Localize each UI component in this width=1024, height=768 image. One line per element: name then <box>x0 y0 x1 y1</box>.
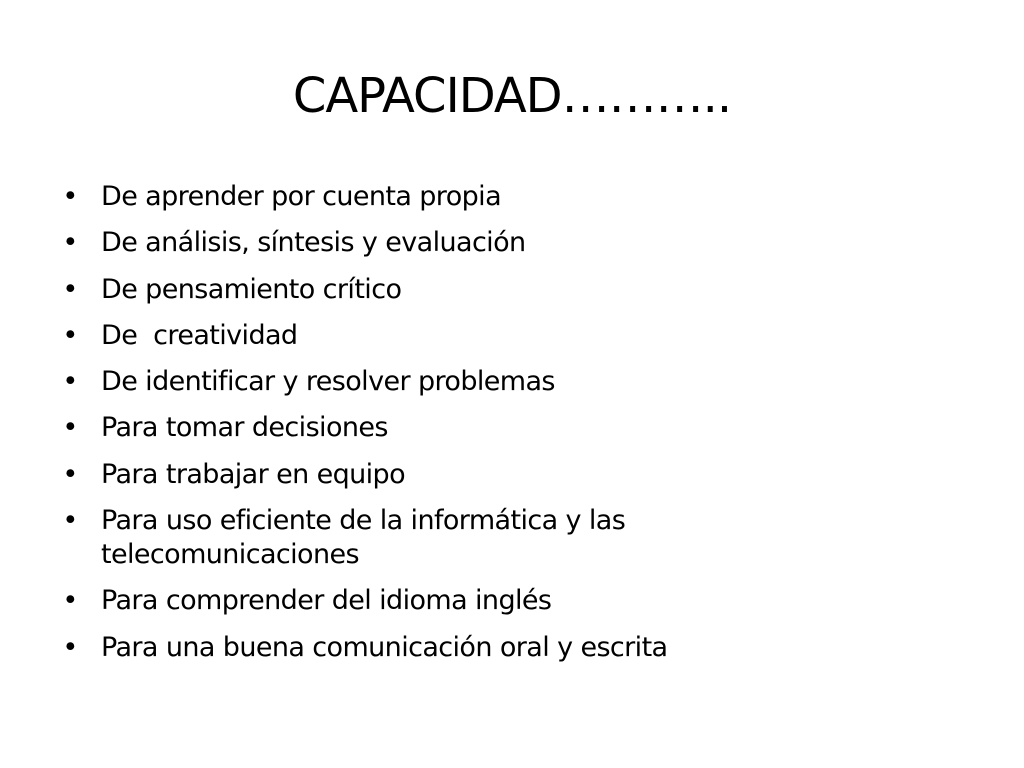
bullet-icon: • <box>62 181 78 212</box>
bullet-icon: • <box>62 273 78 305</box>
bullet-text: Para una buena comunicación oral y escrita <box>101 631 668 663</box>
bullet-item <box>60 631 960 665</box>
bullet-icon: • <box>62 505 78 537</box>
bullet-text: De pensamiento crítico <box>101 273 402 305</box>
bullet-icon: • <box>62 412 78 444</box>
bullet-icon: • <box>62 366 78 398</box>
bullet-text: Para tomar decisiones <box>101 412 388 444</box>
bullet-text: Para comprender del idioma inglés <box>101 585 552 617</box>
slide-title: CAPACIDAD……….. <box>292 68 732 124</box>
bullet-item <box>60 180 960 214</box>
bullet-item <box>60 226 960 260</box>
bullet-text: De creatividad <box>101 319 298 351</box>
bullet-item <box>60 319 960 353</box>
bullet-icon: • <box>62 631 78 663</box>
bullet-list <box>60 180 960 677</box>
bullet-text: De análisis, síntesis y evaluación <box>101 227 526 259</box>
bullet-text: Para trabajar en equipo <box>101 458 406 490</box>
bullet-item <box>60 584 960 618</box>
bullet-item <box>60 411 960 445</box>
bullet-icon: • <box>62 585 78 617</box>
bullet-text: Para uso eficiente de la informática y las telecomunicaciones <box>101 505 626 571</box>
bullet-item <box>60 273 960 307</box>
bullet-text: De identificar y resolver problemas <box>101 366 555 398</box>
bullet-text: De aprender por cuenta propia <box>101 181 502 212</box>
bullet-item <box>60 458 960 492</box>
bullet-item <box>60 365 960 399</box>
bullet-icon: • <box>62 458 78 490</box>
bullet-icon: • <box>62 319 78 351</box>
bullet-item <box>60 504 960 572</box>
bullet-icon: • <box>62 227 78 259</box>
